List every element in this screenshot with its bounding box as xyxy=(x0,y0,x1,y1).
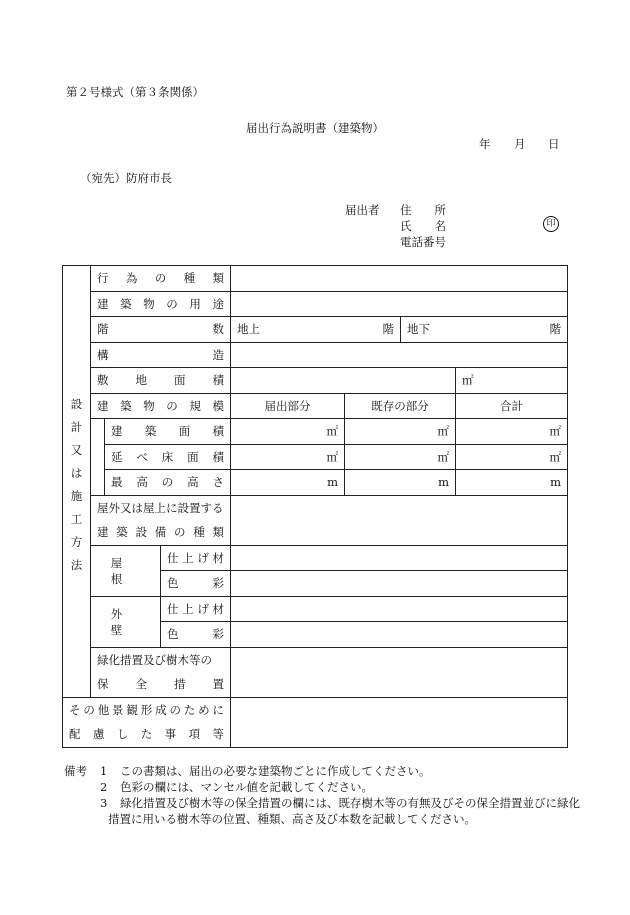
note-number: 3 xyxy=(100,796,108,810)
other-label-line2: 配慮した事項等 xyxy=(63,722,231,747)
col-total: 合計 xyxy=(456,393,568,419)
site-area-label: 敷地面積 xyxy=(91,368,231,394)
notification-table xyxy=(62,265,568,748)
side-label-design-method: 設 計 又 は 施 工 方 法 xyxy=(63,266,91,698)
max-height-total[interactable]: m xyxy=(456,470,568,496)
site-area-unit: ㎡ xyxy=(462,373,474,388)
indent-spacer xyxy=(91,419,105,445)
note-text: この書類は、届出の必要な建築物ごとに作成してください。 xyxy=(120,764,431,778)
floors-below-unit: 階 xyxy=(549,322,561,337)
floors-above-field[interactable] xyxy=(231,317,401,343)
phone-label: 電話番号 xyxy=(400,235,446,249)
floor-area-label: 延べ床面積 xyxy=(105,444,231,470)
note-text: 緑化措置及び樹木等の保全措置の欄には、既存樹木等の有無及びその保全措置並びに緑化 xyxy=(120,796,580,810)
roof-color-value[interactable] xyxy=(231,571,568,597)
notes-section xyxy=(64,763,580,827)
note-item xyxy=(64,795,580,811)
wall-label: 外壁 xyxy=(91,596,161,647)
document-title: 届出行為説明書（建築物） xyxy=(246,121,384,135)
max-height-label: 最高の高さ xyxy=(105,470,231,496)
col-existing-portion: 既存の部分 xyxy=(345,393,456,419)
equipment-label-line2: 建築設備の種類 xyxy=(91,520,231,545)
notifier-label: 届出者 xyxy=(345,203,380,217)
date-day: 日 xyxy=(548,137,560,151)
note-text-continued: 措置に用いる樹木等の位置、種類、高さ及び本数を記載してください。 xyxy=(108,812,476,826)
address-label: 住 所 xyxy=(400,203,446,217)
note-item xyxy=(64,779,373,795)
site-area-unit-cell xyxy=(456,368,568,394)
equipment-value[interactable] xyxy=(231,495,568,545)
floors-above-label: 地上 xyxy=(237,322,260,337)
site-area-value[interactable] xyxy=(231,368,456,394)
roof-finish-label: 仕上げ材 xyxy=(161,545,231,571)
act-type-label: 行為の種類 xyxy=(91,266,231,292)
building-area-notified[interactable]: ㎡ xyxy=(231,419,345,445)
wall-color-label: 色彩 xyxy=(161,622,231,648)
notes-label: 備考 xyxy=(64,764,87,778)
note-item-continued xyxy=(64,811,476,827)
note-item xyxy=(64,763,431,779)
floor-area-notified[interactable]: ㎡ xyxy=(231,444,345,470)
indent-spacer xyxy=(91,470,105,496)
note-text: 色彩の欄には、マンセル値を記載してください。 xyxy=(120,780,373,794)
greening-label-line2: 保全措置 xyxy=(91,672,231,697)
indent-spacer xyxy=(91,444,105,470)
equipment-label-line1: 屋外又は屋上に設置する xyxy=(91,495,231,520)
act-type-value[interactable] xyxy=(231,266,568,292)
wall-color-value[interactable] xyxy=(231,622,568,648)
building-scale-label: 建築物の規模 xyxy=(91,393,231,419)
max-height-existing[interactable]: m xyxy=(345,470,456,496)
form-number: 第２号様式（第３条関係） xyxy=(66,85,204,99)
name-label: 氏 名 xyxy=(400,219,446,233)
date-year: 年 xyxy=(479,137,491,151)
floors-below-field[interactable] xyxy=(401,317,568,343)
roof-label: 屋根 xyxy=(91,545,161,596)
note-number: 2 xyxy=(100,780,108,794)
building-area-label: 建築面積 xyxy=(105,419,231,445)
building-area-existing[interactable]: ㎡ xyxy=(345,419,456,445)
note-number: 1 xyxy=(100,764,108,778)
max-height-notified[interactable]: m xyxy=(231,470,345,496)
floor-area-total[interactable]: ㎡ xyxy=(456,444,568,470)
floors-below-label: 地下 xyxy=(407,322,430,337)
col-notified-portion: 届出部分 xyxy=(231,393,345,419)
building-use-value[interactable] xyxy=(231,291,568,317)
greening-label-line1: 緑化措置及び樹木等の xyxy=(91,647,231,672)
seal-mark: 印 xyxy=(543,216,559,232)
wall-finish-label: 仕上げ材 xyxy=(161,596,231,622)
roof-finish-value[interactable] xyxy=(231,545,568,571)
structure-value[interactable] xyxy=(231,342,568,368)
structure-label: 構造 xyxy=(91,342,231,368)
floors-above-unit: 階 xyxy=(382,322,394,337)
date-month: 月 xyxy=(514,137,526,151)
other-value[interactable] xyxy=(231,697,568,747)
other-label-line1: その他景観形成のために xyxy=(63,697,231,722)
building-use-label: 建築物の用途 xyxy=(91,291,231,317)
building-area-total[interactable]: ㎡ xyxy=(456,419,568,445)
floors-label: 階数 xyxy=(91,317,231,343)
roof-color-label: 色彩 xyxy=(161,571,231,597)
floor-area-existing[interactable]: ㎡ xyxy=(345,444,456,470)
wall-finish-value[interactable] xyxy=(231,596,568,622)
greening-value[interactable] xyxy=(231,647,568,697)
addressee: （宛先）防府市長 xyxy=(80,171,172,185)
